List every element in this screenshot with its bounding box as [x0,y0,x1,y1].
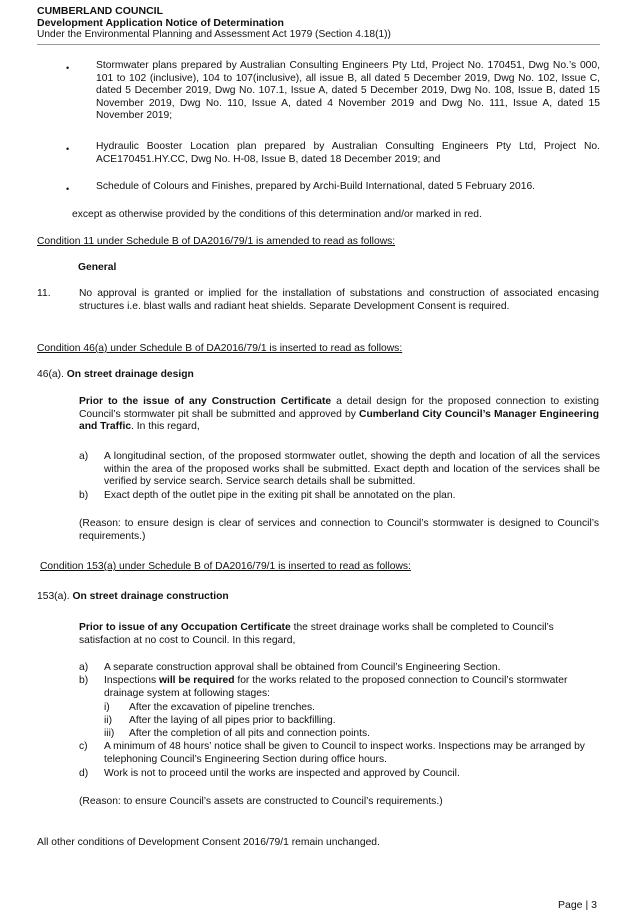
condition-46a-item-b: Exact depth of the outlet pipe in the exiting pit shall be annotated on the plan. [104,490,456,501]
document-header [37,5,602,41]
bullet-item-hydraulic: Hydraulic Booster Location plan prepared by Australian Consulting Engineers Pty Ltd, Project No. ACE170451.HY.CC, Dwg No. H-08, Issue B, dated 18 December 2019; and [96,141,600,165]
condition-153a-title-line [37,591,229,604]
item-label: c) [79,741,88,752]
condition-153a-subitem-ii: After the laying of all pipes prior to backfilling. [129,715,336,726]
item-text: Inspections [104,675,159,686]
condition-46a-intro [79,396,599,434]
condition-11-number: 11. [37,288,51,299]
item-label: a) [79,662,89,673]
item-label: b) [79,490,89,501]
bullet-icon: • [66,144,70,154]
condition-153a-reason: (Reason: to ensure Council’s assets are constructed to Council’s requirements.) [79,796,443,807]
condition-11-subheading: General [78,262,117,273]
intro-bold-text: Cumberland City Council’s Manager Engineering and Traffic [79,408,599,433]
condition-153a-heading: Condition 153(a) under Schedule B of DA2016/79/1 is inserted to read as follows: [40,561,411,572]
condition-46a-item-a: A longitudinal section, of the proposed stormwater outlet, showing the depth and location of all the services within the area of the proposed works shall be submitted. Exact depth and location of the services shall be verified by service search. Service search details shall be submitted. [104,451,600,488]
condition-46a-reason: (Reason: to ensure design is clear of services and connection to Council’s stormwater is designed to Council’s requirements.) [79,518,599,542]
condition-153a-item-a: A separate construction approval shall be obtained from Council’s Engineering Section. [104,662,501,673]
condition-46a-number: 46(a). [37,369,64,380]
subitem-label: i) [104,702,110,713]
condition-153a-item-d: Work is not to proceed until the works are inspected and approved by Council. [104,768,460,779]
document-title: Development Application Notice of Determination [37,17,284,29]
header-divider [37,44,600,45]
act-reference: Under the Environmental Planning and Assessment Act 1979 (Section 4.18(1)) [37,29,391,40]
condition-46a-title-line [37,369,194,382]
condition-153a-intro [79,622,599,647]
condition-11-heading: Condition 11 under Schedule B of DA2016/79/1 is amended to read as follows: [37,236,396,247]
condition-11-text: No approval is granted or implied for the installation of substations and construction of associated encasing structures i.e. blast walls and radiant heat shields. Separate Development Consent is required. [79,288,599,312]
condition-46a-title: On street drainage design [66,369,194,380]
intro-bold-text: Prior to the issue of any Construction Certificate [79,396,332,407]
item-label: a) [79,451,89,462]
intro-text: a detail design for the proposed connection to existing Council’s stormwater pit shall be submitted and approved by [79,396,600,420]
condition-153a-number: 153(a). [37,591,70,602]
bullet-item-stormwater: Stormwater plans prepared by Australian Consulting Engineers Pty Ltd, Project No. 170451, Dwg No.’s 000, 101 to 102 (inclusive), 104 to 107(inclusive), all issue B, all dated 5 December 2019, Dwg No. 102, Issue C, dated 5 December 2019, Dwg No. 107.1, Issue A, dated 5 December 2019, Dwg No. 108, Issue B, dated 15 November 2019, Dwg No. 110, Issue A, dated 4 November 2019 and Dwg No. 111, Issue A, dated 15 November 2019; [96,60,600,122]
condition-153a-item-c: A minimum of 48 hours’ notice shall be given to Council to inspect works. Inspections may be arranged by telephoning Council’s Engineering Section during office hours. [104,741,585,765]
bullet-item-schedule: Schedule of Colours and Finishes, prepared by Archi-Build International, dated 5 February 2016. [96,181,536,192]
condition-46a-heading: Condition 46(a) under Schedule B of DA2016/79/1 is inserted to read as follows: [37,343,403,354]
subitem-label: iii) [104,728,115,739]
closing-statement: All other conditions of Development Consent 2016/79/1 remain unchanged. [37,837,380,848]
page-number: Page | 3 [558,899,597,911]
bullet-icon: • [66,63,70,73]
condition-153a-subitem-i: After the excavation of pipeline trenches. [129,702,316,713]
item-text: for the works related to the proposed connection to Council’s stormwater drainage system at following stages: [104,675,568,699]
intro-text: . In this regard, [131,421,200,433]
condition-153a-subitem-iii: After the completion of all pits and connection points. [129,728,370,739]
except-text: except as otherwise provided by the conditions of this determination and/or marked in red. [72,209,482,220]
condition-153a-title: On street drainage construction [72,591,229,602]
item-bold-text: will be required [158,675,235,686]
council-name: CUMBERLAND COUNCIL [37,5,163,17]
bullet-icon: • [66,184,70,194]
condition-153a-item-b [104,675,600,700]
subitem-label: ii) [104,715,113,726]
item-label: d) [79,768,89,779]
item-label: b) [79,675,89,686]
intro-bold-text: Prior to issue of any Occupation Certificate [79,622,291,633]
intro-text: the street drainage works shall be completed to Council’s satisfaction at no cost to Council. In this regard, [79,622,554,646]
